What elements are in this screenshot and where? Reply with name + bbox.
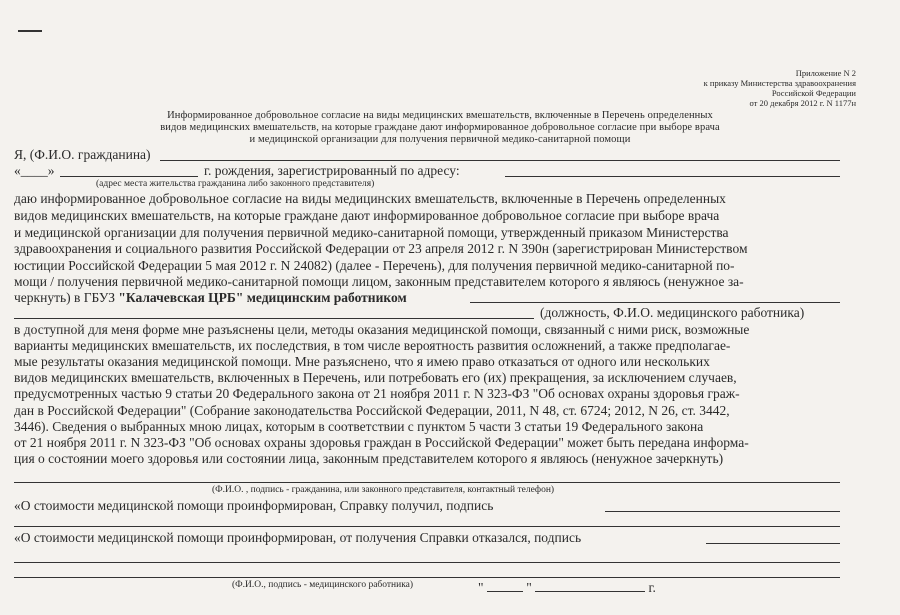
- appendix-line-3: Российской Федерации: [771, 88, 856, 98]
- date-year-label: г.: [648, 580, 656, 595]
- body-line-2: видов медицинских вмешательств, на которые граждане дают информированное добровольное согласие при выборе врача: [14, 208, 720, 223]
- body-line-4: здравоохранения и социального развития Российской Федерации от 23 апреля 2012 г. N 390н (зарегистрирован Министерством: [14, 241, 748, 256]
- cost-informed-text: «О стоимости медицинской помощи проинформирован, Справку получил, подпись: [14, 498, 494, 513]
- body-line-3: и медицинской организации для получения первичной медико-санитарной помощи, утвержденный приказом Министерства: [14, 225, 729, 240]
- name-row: [14, 147, 151, 163]
- signature-fill-line[interactable]: [14, 482, 840, 483]
- heading-line-3: и медицинской организации для получения первичной медико-санитарной помощи: [249, 134, 631, 145]
- corner-mark: [18, 30, 42, 32]
- address-note: (адрес места жительства гражданина либо законного представителя): [96, 179, 375, 189]
- body-line-5: юстиции Российской Федерации 5 мая 2012 г. N 24082) (далее - Перечень), для получения первичной медико-санитарной по-: [14, 258, 735, 273]
- body-line-1: даю информированное добровольное согласие на виды медицинских вмешательств, включенные в Перечень определенных: [14, 191, 726, 206]
- position-label: (должность, Ф.И.О. медицинского работника): [540, 305, 805, 320]
- body2-line-8: от 21 ноября 2011 г. N 323-ФЗ "Об основах охраны здоровья граждан в Российской Федерации" может быть передана информа-: [14, 435, 749, 450]
- body2-line-1: в доступной для меня форме мне разъяснены цели, методы оказания медицинской помощи, связанный с ними риск, возможные: [14, 322, 750, 337]
- heading-line-1: Информированное добровольное согласие на виды медицинских вмешательств, включенные в Перечень определенных: [167, 110, 713, 121]
- body2-line-9: ция о состоянии моего здоровья или состоянии лица, законным представителем которого я являюсь (ненужное зачеркнуть): [14, 451, 724, 466]
- body2-line-4: видов медицинских вмешательств, включенных в Перечень, или потребовать его (их) прекращения, за исключением случаев,: [14, 370, 737, 385]
- worker-signature-fill-line[interactable]: [14, 577, 840, 578]
- signature-note: (Ф.И.О. , подпись - гражданина, или законного представителя, контактный телефон): [212, 485, 555, 495]
- body2-line-7: 3446). Сведения о выбранных мною лицах, которым в соответствии с пунктом 5 части 3 статьи 19 Федерального закона: [14, 419, 704, 434]
- appendix-line-4: от 20 декабря 2012 г. N 1177н: [749, 98, 856, 108]
- worker-label: медицинским работником: [246, 290, 407, 305]
- cost-informed-signature-line[interactable]: [605, 511, 840, 512]
- address-fill-line[interactable]: [505, 176, 840, 177]
- birth-row: [14, 163, 55, 179]
- date-month-fill[interactable]: [535, 579, 645, 592]
- birth-label-row: [204, 163, 460, 179]
- body2-line-2: варианты медицинских вмешательств, их последствия, в том числе вероятность развития осложнений, а также предполагае-: [14, 338, 731, 353]
- appendix-line-2: к приказу Министерства здравоохранения: [703, 78, 856, 88]
- cost-informed-extra-line[interactable]: [14, 526, 840, 527]
- date-row: [478, 579, 656, 596]
- date-open-quote: ": [478, 580, 484, 595]
- worker-signature-note: (Ф.И.О., подпись - медицинского работника): [232, 580, 414, 590]
- worker-fill-line[interactable]: [470, 302, 840, 303]
- cost-refused-text: «О стоимости медицинской помощи проинформирован, от получения Справки отказался, подпись: [14, 530, 582, 545]
- document-heading: [90, 110, 790, 146]
- name-fill-line[interactable]: [160, 160, 840, 161]
- clinic-prefix: черкнуть) в ГБУЗ: [14, 290, 115, 305]
- cost-informed-row: [14, 498, 493, 514]
- appendix-line-1: Приложение N 2: [795, 68, 856, 78]
- position-fill-line[interactable]: [14, 318, 534, 319]
- birth-year-fill-line[interactable]: [60, 176, 198, 177]
- body2-line-3: мые результаты оказания медицинской помощи. Мне разъяснено, что я имею право отказаться от одного или нескольких: [14, 354, 710, 369]
- cost-refused-signature-line[interactable]: [706, 543, 840, 544]
- appendix-block: [656, 68, 856, 108]
- body-line-6: мощи / получения первичной медико-санитарной помощи лицом, законным представителем которого я являюсь (ненужное за-: [14, 274, 744, 289]
- cost-refused-row: [14, 530, 581, 546]
- date-day-fill[interactable]: [487, 579, 523, 592]
- clinic-name: "Калачевская ЦРБ": [118, 290, 244, 305]
- birth-quote: «____»: [14, 163, 55, 178]
- body2-line-5: предусмотренных частью 9 статьи 20 Федерального закона от 21 ноября 2011 г. N 323-ФЗ "Об основах охраны здоровья граж-: [14, 386, 740, 401]
- heading-line-2: видов медицинских вмешательств, на которые граждане дают информированное добровольное согласие при выборе врача: [160, 122, 720, 133]
- name-label: Я, (Ф.И.О. гражданина): [14, 147, 151, 162]
- body2-line-6: дан в Российской Федерации" (Собрание законодательства Российской Федерации, 2011, N 48, ст. 6724; 2012, N 26, ст. 3442,: [14, 403, 730, 418]
- date-close-quote: ": [526, 580, 532, 595]
- cost-refused-extra-line[interactable]: [14, 562, 840, 563]
- clinic-row: [14, 290, 407, 306]
- birth-label: г. рождения, зарегистрированный по адресу:: [204, 163, 460, 178]
